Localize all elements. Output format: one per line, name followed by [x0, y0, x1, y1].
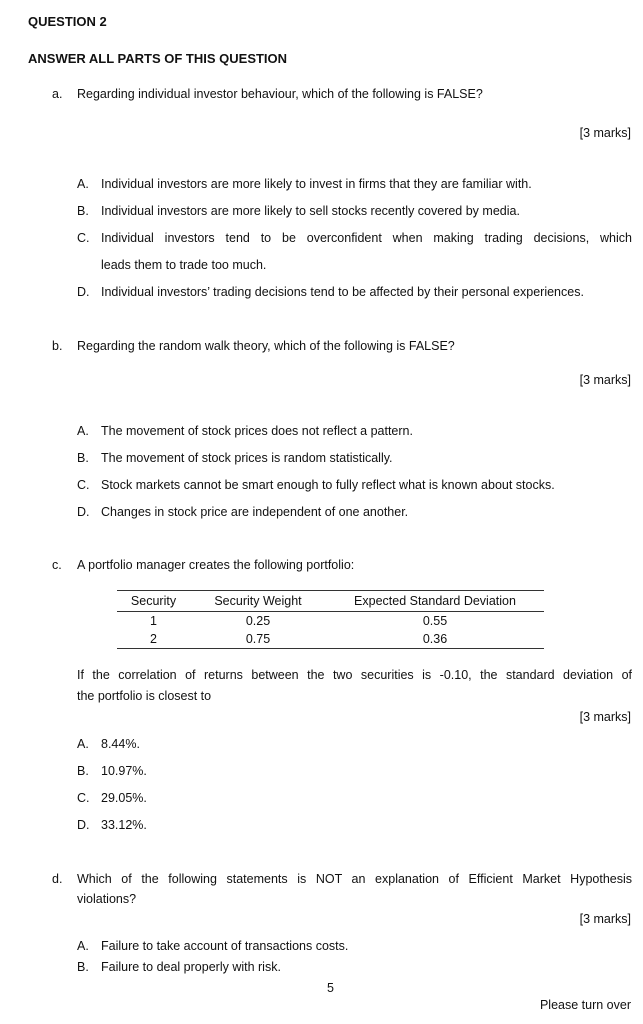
part-a-question: Regarding individual investor behaviour, which of the following is FALSE?	[77, 87, 483, 101]
part-b-option-a-label: A.	[77, 424, 89, 438]
part-a-option-a-label: A.	[77, 177, 89, 191]
part-d-question: Which of the following statements is NOT an explanation of Efficient Market Hypothesis	[77, 872, 632, 886]
part-c-option-d-text: 33.12%.	[101, 818, 147, 832]
table-cell: 1	[150, 614, 157, 628]
part-c-label: c.	[52, 558, 62, 572]
part-c-followup-line2: the portfolio is closest to	[77, 689, 212, 703]
part-a-option-c-text-cont: leads them to trade too much.	[101, 258, 267, 272]
table-cell: 0.55	[422, 614, 448, 628]
table-row	[117, 612, 544, 631]
part-c-question: A portfolio manager creates the following portfolio:	[77, 558, 355, 572]
part-a-marks: [3 marks]	[579, 126, 631, 140]
part-c-option-d-label: D.	[77, 818, 90, 832]
part-b-option-a-text: The movement of stock prices does not reflect a pattern.	[101, 424, 413, 438]
part-c-option-c-label: C.	[77, 791, 90, 805]
part-b-option-b-text: The movement of stock prices is random statistically.	[101, 451, 393, 465]
table-row	[117, 630, 544, 649]
part-b-option-c-label: C.	[77, 478, 90, 492]
table-cell: 0.25	[245, 614, 271, 628]
part-a-option-a-text: Individual investors are more likely to invest in firms that they are familiar with.	[101, 177, 532, 191]
part-a-option-d-label: D.	[77, 285, 90, 299]
part-d-option-b-label: B.	[77, 960, 89, 974]
part-a-option-c-label: C.	[77, 231, 90, 245]
part-d-marks: [3 marks]	[579, 912, 631, 926]
part-c-option-c-text: 29.05%.	[101, 791, 147, 805]
part-d-option-b-text: Failure to deal properly with risk.	[101, 960, 281, 974]
table-header-weight: Security Weight	[190, 591, 326, 612]
part-a-option-c-text: Individual investors tend to be overconfident when making trading decisions, which	[101, 231, 632, 245]
table-header-std-dev: Expected Standard Deviation	[326, 591, 544, 612]
part-c-option-a-text: 8.44%.	[101, 737, 140, 751]
question-heading: QUESTION 2	[28, 14, 107, 29]
part-b-option-c-text: Stock markets cannot be smart enough to fully reflect what is known about stocks.	[101, 478, 555, 492]
part-a-option-d-text: Individual investors’ trading decisions tend to be affected by their personal experiences.	[101, 285, 584, 299]
part-b-marks: [3 marks]	[579, 373, 631, 387]
table-header-row	[117, 591, 544, 612]
part-d-question-cont: violations?	[77, 892, 137, 906]
page-number: 5	[327, 981, 334, 995]
part-b-option-d-text: Changes in stock price are independent of one another.	[101, 505, 409, 519]
footer-note: Please turn over	[539, 998, 631, 1012]
part-b-option-b-label: B.	[77, 451, 89, 465]
part-d-option-a-text: Failure to take account of transactions costs.	[101, 939, 349, 953]
table-cell: 0.75	[190, 630, 326, 649]
portfolio-table	[117, 590, 544, 649]
table-header-security: Security	[117, 591, 190, 612]
part-a-option-b-label: B.	[77, 204, 89, 218]
part-d-option-a-label: A.	[77, 939, 89, 953]
part-b-label: b.	[52, 339, 63, 353]
part-d-label: d.	[52, 872, 63, 886]
instruction-heading: ANSWER ALL PARTS OF THIS QUESTION	[28, 51, 288, 66]
part-c-marks: [3 marks]	[579, 710, 631, 724]
part-c-option-a-label: A.	[77, 737, 89, 751]
part-a-option-b-text: Individual investors are more likely to sell stocks recently covered by media.	[101, 204, 520, 218]
part-c-option-b-label: B.	[77, 764, 89, 778]
part-b-question: Regarding the random walk theory, which of the following is FALSE?	[77, 339, 455, 353]
part-b-option-d-label: D.	[77, 505, 90, 519]
table-cell: 0.36	[326, 630, 544, 649]
part-a-label: a.	[52, 87, 63, 101]
table-cell: 2	[117, 630, 190, 649]
part-c-followup-line1: If the correlation of returns between the two securities is -0.10, the standard deviation of	[77, 668, 632, 682]
part-c-option-b-text: 10.97%.	[101, 764, 147, 778]
